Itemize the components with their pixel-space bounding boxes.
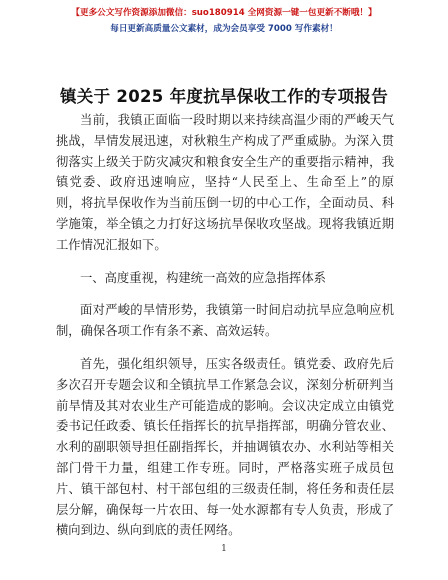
paragraph-line: 镇党委、政府迅速响应，坚持“人民至上、生命至上”的原 (56, 175, 394, 190)
page-number: 1 (221, 544, 227, 554)
paragraph-line: 制，确保各项工作有条不紊、高效运转。 (56, 324, 278, 339)
paragraph-line: 面对严峻的旱情形势，我镇第一时间启动抗旱应急响应机 (80, 303, 394, 318)
paragraph-line: 部门骨干力量，组建工作专班。同时，严格落实班子成员包 (56, 460, 394, 475)
paragraph-line: 学施策，举全镇之力打好这场抗旱保收攻坚战。现将我镇近期 (56, 216, 394, 231)
promo-banner-line2: 每日更新高质量公文素材，成为会员享受 7000 写作素材！ (110, 24, 338, 34)
paragraph-line: 首先，强化组织领导，压实各级责任。镇党委、政府先后 (80, 356, 394, 371)
paragraph-line: 片、镇干部包村、村干部包组的三级责任制，将任务和责任层 (56, 481, 394, 496)
document-title: 镇关于 2025 年度抗旱保收工作的专项报告 (59, 87, 388, 106)
paragraph-intro (56, 110, 394, 256)
paragraph-line: 多次召开专题会议和全镇抗旱工作紧急会议，深刻分析研判当 (56, 377, 394, 392)
paragraph-line: 工作情况汇报如下。 (56, 237, 167, 252)
paragraph-response (56, 300, 394, 342)
paragraph-line: 横向到边、纵向到底的责任网络。 (56, 523, 241, 538)
paragraph-line: 前旱情及其对农业生产可能造成的影响。会议决定成立由镇党 (56, 398, 394, 413)
paragraph-line: 挑战，旱情发展迅速，对秋粮生产构成了严重威胁。为深入贯 (56, 133, 394, 148)
paragraph-line: 委书记任政委、镇长任指挥长的抗旱指挥部，明确分管农业、 (56, 419, 394, 434)
paragraph-line: 水利的副职领导担任副指挥长，并抽调镇农办、水利站等相关 (56, 440, 394, 455)
section-heading-1 (56, 268, 394, 289)
paragraph-line: 则，将抗旱保收作为当前压倒一切的中心工作，全面动员、科 (56, 196, 394, 211)
document-body (56, 110, 394, 541)
paragraph-line: 层分解，确保每一片农田、每一处水源都有专人负责，形成了 (56, 502, 394, 517)
paragraph-organization (56, 354, 394, 541)
paragraph-line: 当前，我镇正面临一段时期以来持续高温少雨的严峻天气 (80, 113, 394, 127)
promo-banner-line1: 【更多公文写作资源添加微信：suo180914 全网资源一键一包更新不断哦！】 (71, 8, 377, 18)
paragraph-line: 彻落实上级关于防灾减灾和粮食安全生产的重要指示精神，我 (56, 154, 394, 169)
section-heading-text: 一、高度重视，构建统一高效的应急指挥体系 (80, 270, 326, 285)
